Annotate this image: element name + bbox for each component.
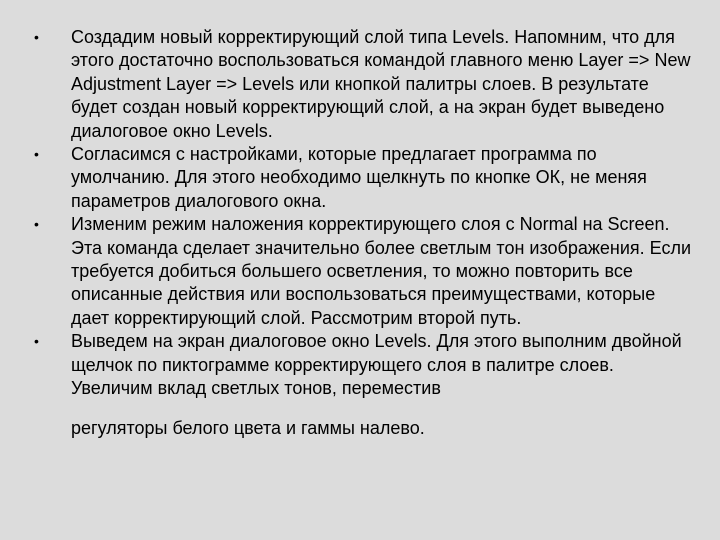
bullet-marker: • [34, 29, 39, 45]
bullet-item-4 [34, 330, 694, 440]
bullet-text: Изменим режим наложения корректирующего слоя с Normal на Screen. Эта команда сделает значительно более светлым тон изображения. Если требуется добиться большего осветления, то можно повторить все описанные действия или воспользоваться преимуществами, которые дает корректирующий слой. Рассмотрим второй путь. [71, 214, 692, 328]
bullet-text: Согласимся с настройками, которые предлагает программа по умолчанию. Для этого необходимо щелкнуть по кнопке ОК, не меняя параметров диалогового окна. [71, 144, 647, 211]
bullet-marker: • [34, 333, 39, 350]
bullet-text: Выведем на экран диалоговое окно Levels. Для этого выполним двойной щелчок по пиктограмме корректирующего слоя в палитре слоев. Увеличим вклад светлых тонов, переместив [71, 331, 682, 399]
bullet-item-1 [34, 26, 694, 143]
bullet-marker: • [34, 216, 39, 233]
bullet-text: Создадим новый корректирующий слой типа Levels. Напомним, что для этого достаточно воспользоваться командой главного меню Layer => New Adjustment Layer => Levels или кнопкой палитры слоев. В результате будет создан новый корректирующий слой, а на экран будет выведено диалоговое окно Levels. [71, 27, 691, 141]
bullet-item-3 [34, 213, 694, 330]
bullet-tail-text: регуляторы белого цвета и гаммы налево. [71, 417, 425, 438]
bullet-marker: • [34, 146, 39, 163]
bullet-item-2 [34, 143, 694, 213]
bullet-list [34, 26, 694, 440]
